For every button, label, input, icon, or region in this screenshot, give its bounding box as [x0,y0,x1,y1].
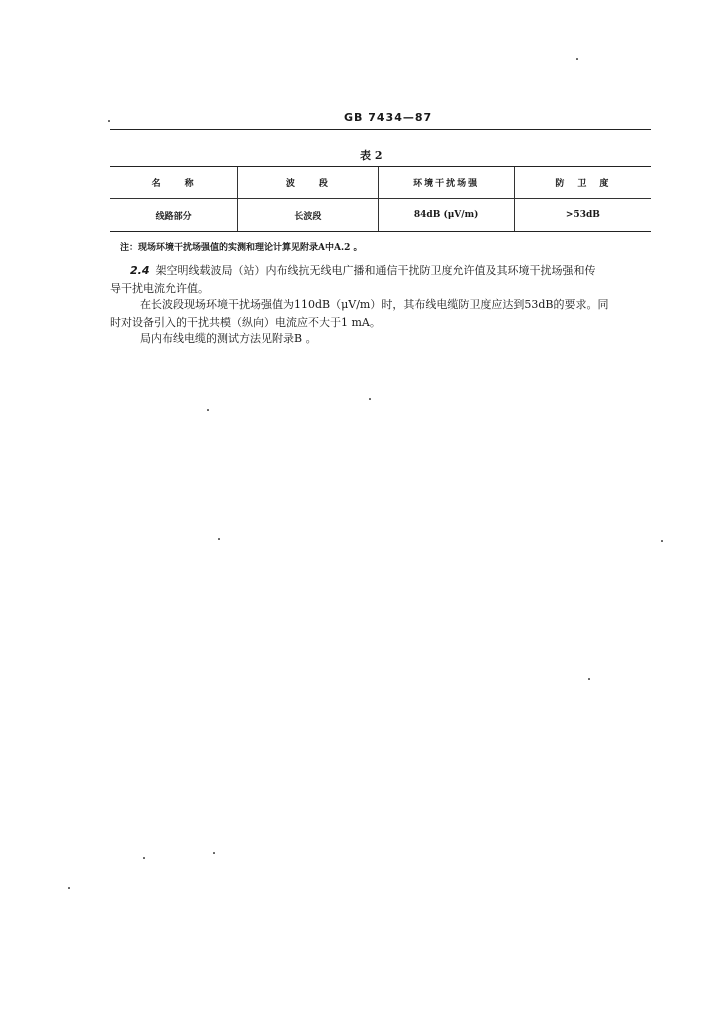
section-paragraph-1 [130,262,596,280]
cell-protection: >53dB [514,199,651,232]
scan-speck [68,887,70,889]
table-header-row [110,167,651,199]
paragraph-2-line-2: 时对设备引入的干扰共模（纵向）电流应不大于1 mA。 [110,316,381,329]
paragraph-3: 局内布线电缆的测试方法见附录B 。 [140,332,317,345]
scan-speck [108,120,110,122]
section-number: 2.4 [130,264,150,277]
table-caption: 表 2 [360,149,383,162]
column-header-protection: 防 卫 度 [514,167,651,199]
scan-speck [661,540,663,542]
scan-speck [576,58,578,60]
paragraph-1-line-2: 导干扰电流允许值。 [110,282,209,295]
table-note: 注：现场环境干扰场强值的实测和理论计算见附录A中A.2 。 [120,243,363,253]
paragraph-1-line-1: 架空明线载波局（站）内布线抗无线电广播和通信干扰防卫度允许值及其环境干扰场强和传 [155,264,596,277]
column-header-field-strength: 环境干扰场强 [378,167,514,199]
scan-speck [207,409,209,411]
spec-table [110,166,651,232]
cell-field-strength: 84dB (μV/m) [378,199,514,232]
standard-code-header: GB 7434—87 [344,111,433,124]
cell-name: 线路部分 [110,199,238,232]
scan-speck [213,852,215,854]
table-row [110,199,651,232]
cell-band: 长波段 [238,199,378,232]
scan-speck [218,538,220,540]
paragraph-2-line-1: 在长波段现场环境干扰场强值为110dB（μV/m）时，其布线电缆防卫度应达到53dB的要求。同 [140,298,609,311]
scan-speck [369,398,371,400]
scan-speck [588,678,590,680]
header-rule [110,129,651,130]
column-header-name: 名 称 [110,167,238,199]
scan-speck [143,857,145,859]
column-header-band: 波 段 [238,167,378,199]
